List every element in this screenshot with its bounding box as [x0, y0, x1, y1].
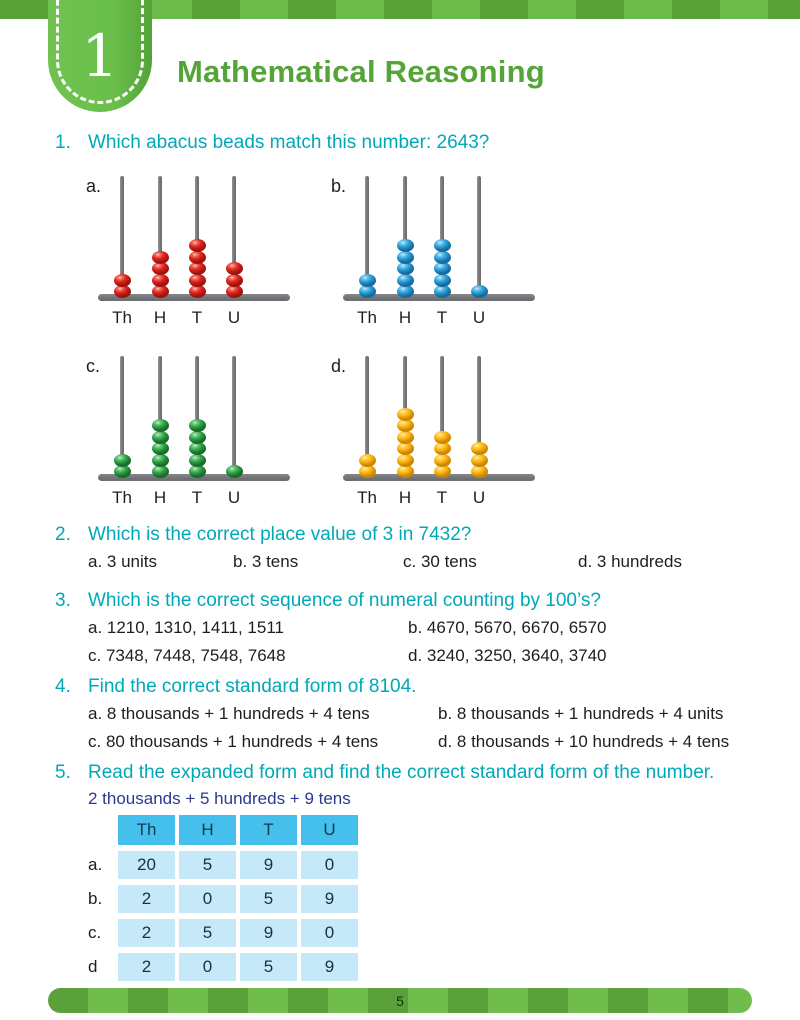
abacus-bead — [152, 285, 169, 298]
abacus-bead — [397, 419, 414, 432]
table-cell: 2 — [118, 953, 175, 981]
option-letter: a. — [86, 176, 102, 196]
q3-option-b: b. 4670, 5670, 6670, 6570 — [408, 618, 607, 637]
abacus-bead — [359, 285, 376, 298]
q4-option-b: b. 8 thousands + 1 hundreds + 4 units — [438, 704, 724, 723]
question-number: 1. — [55, 132, 71, 153]
option-letter: c. — [86, 356, 101, 376]
question-number: 4. — [55, 676, 71, 697]
table-cell: 9 — [240, 919, 297, 947]
abacus-column-label: U — [227, 488, 241, 507]
q4-option-c: c. 80 thousands + 1 hundreds + 4 tens — [88, 732, 379, 751]
abacus-bead — [189, 442, 206, 455]
abacus-column-label: H — [398, 488, 412, 507]
table-cell: 2 — [118, 885, 175, 913]
table-row — [88, 851, 358, 879]
table-cell: 5 — [240, 953, 297, 981]
abacus-bead — [434, 239, 451, 252]
abacus-bead — [114, 465, 131, 478]
abacus-bead — [434, 465, 451, 478]
row-label: c. — [88, 923, 102, 942]
question-text: Which is the correct place value of 3 in 7432? — [88, 524, 472, 545]
abacus-bead — [189, 454, 206, 467]
q5-place-value-table — [88, 815, 358, 987]
abacus-bead — [226, 285, 243, 298]
table-cell: 5 — [179, 919, 236, 947]
abacus-bead — [152, 419, 169, 432]
abacus-bead — [152, 454, 169, 467]
row-label: b. — [88, 889, 103, 908]
chapter-badge — [48, 0, 152, 112]
abacus-bead — [152, 431, 169, 444]
abacus-bead — [359, 454, 376, 467]
abacus-bead — [189, 239, 206, 252]
abacus-bead — [152, 274, 169, 287]
abacus-bead — [471, 442, 488, 455]
abacus-bead — [359, 274, 376, 287]
abacus-bead — [189, 251, 206, 264]
abacus-column-label: T — [436, 308, 448, 327]
abacus-bead — [114, 454, 131, 467]
q3-option-a: a. 1210, 1310, 1411, 1511 — [88, 618, 284, 637]
table-cell: 0 — [301, 919, 358, 947]
abacus-column-label: T — [436, 488, 448, 507]
question-3-heading — [55, 590, 601, 612]
q4-option-d: d. 8 thousands + 10 hundreds + 4 tens — [438, 732, 730, 751]
abacus-option-c — [86, 354, 298, 512]
option-letter: b. — [331, 176, 347, 196]
table-row — [88, 953, 358, 981]
footer-stripe-bar — [48, 988, 752, 1013]
abacus-column-label: Th — [357, 488, 377, 507]
abacus-rod — [477, 176, 481, 300]
table-header: U — [301, 815, 358, 845]
table-header: T — [240, 815, 297, 845]
page-number: 5 — [396, 992, 404, 1009]
abacus-bead — [189, 465, 206, 478]
table-cell: 2 — [118, 919, 175, 947]
abacus-bead — [397, 431, 414, 444]
table-row — [88, 885, 358, 913]
page-title: Mathematical Reasoning — [177, 54, 545, 89]
abacus-bead — [434, 454, 451, 467]
table-row — [88, 919, 358, 947]
table-cell: 9 — [240, 851, 297, 879]
q2-option-b: b. 3 tens — [233, 552, 299, 571]
abacus-rod — [232, 356, 236, 480]
q2-option-d: d. 3 hundreds — [578, 552, 682, 571]
abacus-option-b — [331, 174, 543, 332]
abacus-column-label: U — [472, 488, 486, 507]
table-cell: 9 — [301, 885, 358, 913]
q2-option-c: c. 30 tens — [403, 552, 477, 571]
abacus-bead — [434, 442, 451, 455]
abacus-bead — [397, 442, 414, 455]
abacus-bead — [189, 419, 206, 432]
table-cell: 9 — [301, 953, 358, 981]
abacus-column-label: T — [191, 488, 203, 507]
row-label: d — [88, 957, 98, 976]
abacus-bead — [226, 262, 243, 275]
abacus-bead — [152, 465, 169, 478]
abacus-column-label: H — [153, 308, 167, 327]
abacus-bead — [397, 465, 414, 478]
chapter-number: 1 — [81, 22, 119, 90]
abacus-bead — [397, 454, 414, 467]
question-5-heading — [55, 762, 714, 784]
question-number: 3. — [55, 590, 71, 611]
abacus-bead — [434, 431, 451, 444]
abacus-option-d — [331, 354, 543, 512]
abacus-bead — [397, 239, 414, 252]
q3-option-d: d. 3240, 3250, 3640, 3740 — [408, 646, 607, 665]
question-4-heading — [55, 676, 416, 698]
abacus-bead — [152, 251, 169, 264]
abacus-bead — [471, 465, 488, 478]
abacus-bead — [397, 251, 414, 264]
table-cell: 0 — [301, 851, 358, 879]
abacus-bead — [189, 431, 206, 444]
abacus-bead — [152, 442, 169, 455]
abacus-column-label: H — [153, 488, 167, 507]
question-number: 5. — [55, 762, 71, 783]
question-2-heading — [55, 524, 471, 546]
abacus-bead — [397, 408, 414, 421]
table-cell: 0 — [179, 885, 236, 913]
table-cell: 5 — [240, 885, 297, 913]
question-number: 2. — [55, 524, 71, 545]
abacus-column-label: Th — [357, 308, 377, 327]
question-1-heading — [55, 132, 489, 154]
abacus-bead — [152, 262, 169, 275]
table-header: Th — [118, 815, 175, 845]
option-letter: d. — [331, 356, 347, 376]
abacus-bead — [189, 274, 206, 287]
abacus-bead — [189, 285, 206, 298]
question-text: Read the expanded form and find the correct standard form of the number. — [88, 762, 715, 783]
row-label: a. — [88, 855, 103, 874]
abacus-bead — [397, 285, 414, 298]
q3-option-c: c. 7348, 7448, 7548, 7648 — [88, 646, 286, 665]
abacus-bead — [434, 285, 451, 298]
abacus-bead — [434, 251, 451, 264]
expanded-form-text: 2 thousands + 5 hundreds + 9 tens — [88, 789, 351, 808]
table-header: H — [179, 815, 236, 845]
abacus-column-label: U — [227, 308, 241, 327]
abacus-bead — [471, 285, 488, 298]
abacus-column-label: Th — [112, 308, 132, 327]
abacus-option-a — [86, 174, 298, 332]
abacus-bead — [189, 262, 206, 275]
table-cell: 0 — [179, 953, 236, 981]
abacus-column-label: Th — [112, 488, 132, 507]
abacus-column-label: H — [398, 308, 412, 327]
table-cell: 20 — [118, 851, 175, 879]
abacus-bead — [434, 274, 451, 287]
abacus-column-label: U — [472, 308, 486, 327]
abacus-bead — [226, 274, 243, 287]
abacus-bead — [114, 285, 131, 298]
abacus-bead — [114, 274, 131, 287]
question-text: Find the correct standard form of 8104. — [88, 676, 417, 697]
q2-option-a: a. 3 units — [88, 552, 157, 571]
abacus-bead — [359, 465, 376, 478]
question-text: Which is the correct sequence of numeral counting by 100’s? — [88, 590, 601, 611]
abacus-bead — [397, 262, 414, 275]
abacus-bead — [226, 465, 243, 478]
abacus-column-label: T — [191, 308, 203, 327]
question-text: Which abacus beads match this number: 2643? — [88, 132, 490, 153]
abacus-bead — [471, 454, 488, 467]
table-header-row — [88, 815, 358, 845]
abacus-bead — [434, 262, 451, 275]
abacus-bead — [397, 274, 414, 287]
q4-option-a: a. 8 thousands + 1 hundreds + 4 tens — [88, 704, 370, 723]
table-cell: 5 — [179, 851, 236, 879]
